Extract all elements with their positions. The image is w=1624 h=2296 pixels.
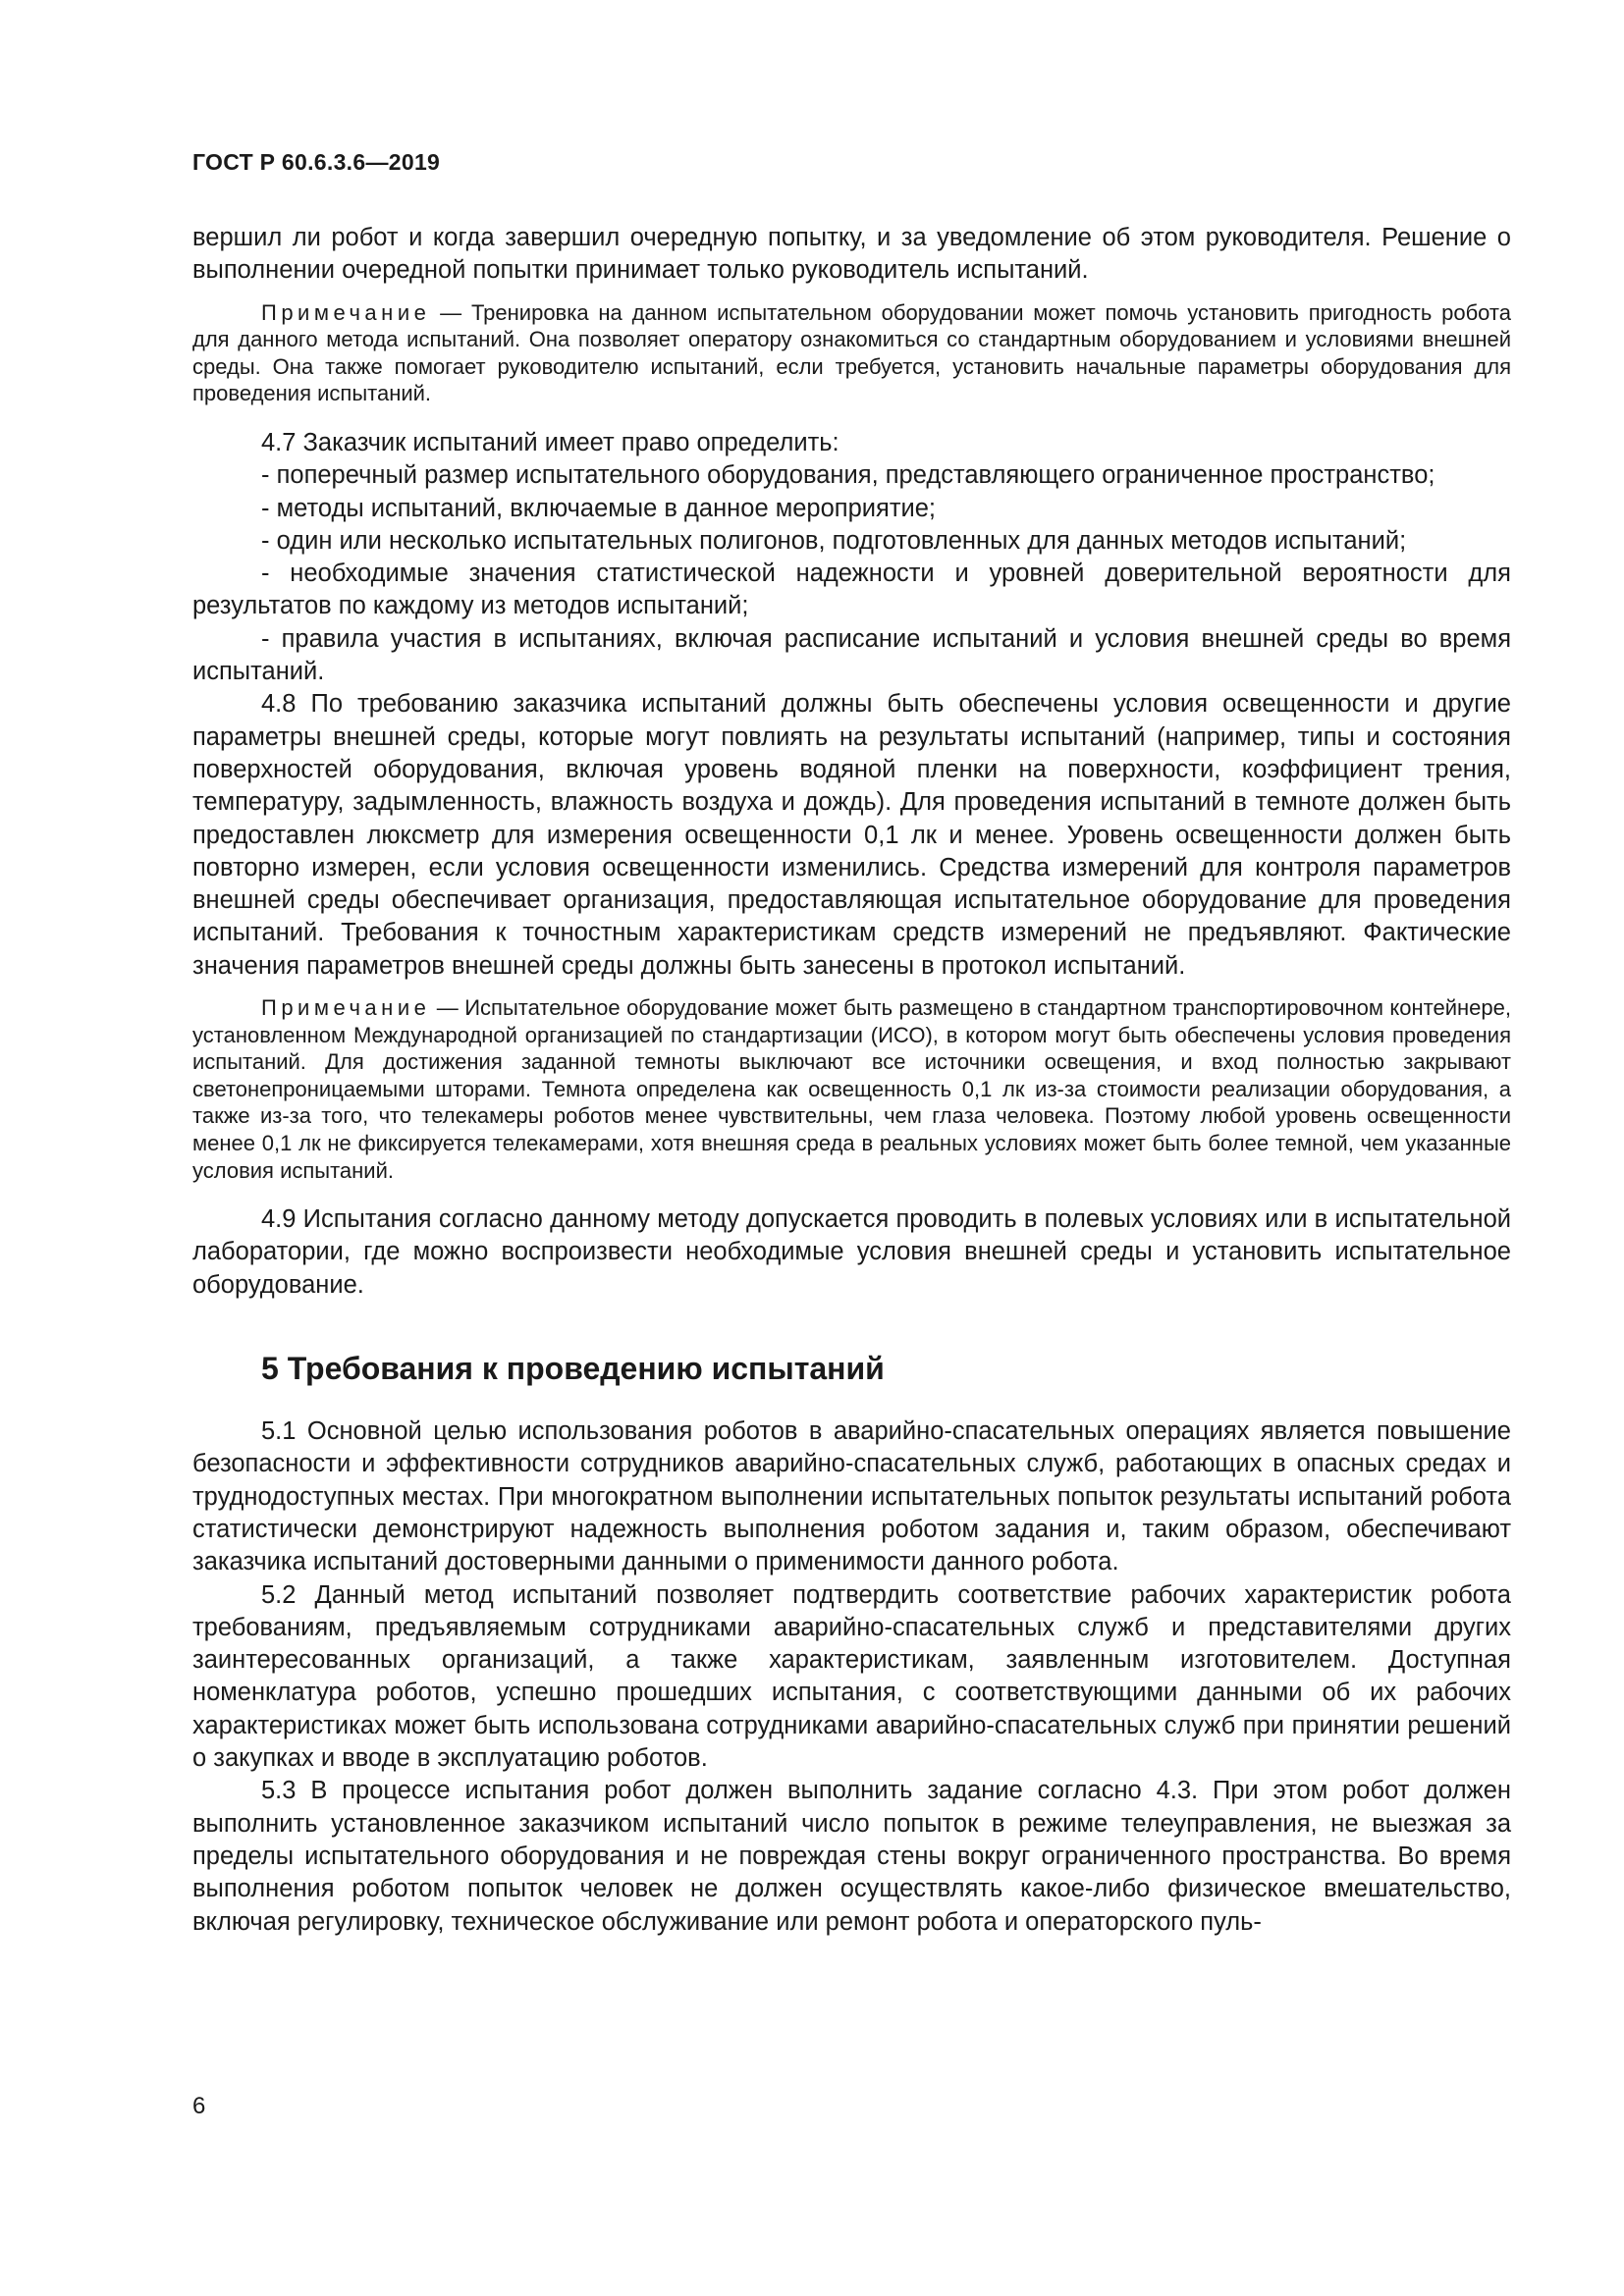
intro-paragraph: вершил ли робот и когда завершил очередную попытку, и за уведомление об этом руководителя. Решение о выполнении очередной попытки принимает только руководитель испытаний. — [192, 224, 1511, 285]
document-body — [192, 222, 1511, 1939]
document-code-header: ГОСТ Р 60.6.3.6—2019 — [192, 149, 441, 175]
clause-4-7-item: - правила участия в испытаниях, включая расписание испытаний и условия внешней среды во время испытаний. — [192, 624, 1511, 686]
clause-4-8: 4.8 По требованию заказчика испытаний должны быть обеспечены условия освещенности и другие параметры внешней среды, которые могут повлиять на результаты испытаний (например, типы и состояния поверхностей оборудования, включая уровень водяной пленки на поверхности, коэффициент трения, температуру, задымленность, влажность воздуха и дождь). Для проведения испытаний в темноте должен быть предоставлен люксметр для измерения освещенности 0,1 лк и менее. Уровень освещенности должен быть повторно измерен, если условия освещенности изменились. Средства измерений для контроля параметров внешней среды обеспечивает организация, предоставляющая испытательное оборудование для проведения испытаний. Требования к точностным характеристикам средств измерений не предъявляют. Фактические значения параметров внешней среды должны быть занесены в протокол испытаний. — [192, 690, 1511, 980]
page-number: 6 — [192, 2093, 206, 2119]
note-1 — [192, 299, 1511, 407]
clause-5-2: 5.2 Данный метод испытаний позволяет подтвердить соответствие рабочих характеристик робота требованиям, предъявляемым сотрудниками аварийно-спасательных служб и представителями других заинтересованных организаций, а также характеристикам, заявленным изготовителем. Доступная номенклатура роботов, успешно прошедших испытания, с соответствующими данными об их рабочих характеристиках может быть использована сотрудниками аварийно-спасательных служб при принятии решений о закупках и вводе в эксплуатацию роботов. — [192, 1580, 1511, 1773]
note-1-text: — Тренировка на данном испытательном оборудовании может помочь установить пригодность робота для данного метода испытаний. Она позволяет оператору ознакомиться со стандартным оборудованием и условиями внешней среды. Она также помогает руководителю испытаний, если требуется, установить начальные параметры оборудования для проведения испытаний. — [192, 299, 1511, 406]
clause-4-7-item: - поперечный размер испытательного оборудования, представляющего ограниченное пространство; — [261, 461, 1435, 490]
clause-4-7-item: - один или несколько испытательных полигонов, подготовленных для данных методов испытаний; — [261, 526, 1407, 555]
clause-4-9: 4.9 Испытания согласно данному методу допускается проводить в полевых условиях или в испытательной лаборатории, где можно воспроизвести необходимые условия внешней среды и установить испытательное оборудование. — [192, 1205, 1511, 1299]
note-2-text: — Испытательное оборудование может быть размещено в стандартном транспортировочном контейнере, установленном Международной организацией по стандартизации (ИСО), в котором могут быть обеспечены условия проведения испытаний. Для достижения заданной темноты выключают все источники освещения, и вход полностью закрывают светонепроницаемыми шторами. Темнота определена как освещенность 0,1 лк из-за стоимости реализации оборудования, а также из-за того, что телекамеры роботов менее чувствительны, чем глаза человека. Поэтому любой уровень освещенности менее 0,1 лк не фиксируется телекамерами, хотя внешняя среда в реальных условиях может быть более темной, чем указанные условия испытаний. — [192, 995, 1511, 1183]
section-5-heading: 5 Требования к проведению испытаний — [261, 1351, 885, 1387]
note-1-label: Примечание — [261, 299, 431, 325]
clause-4-7-item: - методы испытаний, включаемые в данное мероприятие; — [261, 494, 937, 522]
note-2-label: Примечание — [261, 995, 431, 1021]
clause-4-7-item: - необходимые значения статистической надежности и уровней доверительной вероятности для результатов по каждому из методов испытаний; — [192, 560, 1511, 620]
clause-5-3: 5.3 В процессе испытания робот должен выполнить задание согласно 4.3. При этом робот должен выполнить установленное заказчиком испытаний число попыток в режиме телеуправления, не выезжая за пределы испытательного оборудования и не повреждая стены вокруг ограниченного пространства. Во время выполнения роботом попыток человек не должен осуществлять какое-либо физическое вмешательство, включая регулировку, техническое обслуживание или ремонт робота и операторского пуль- — [192, 1777, 1511, 1936]
clause-4-7-intro: 4.7 Заказчик испытаний имеет право определить: — [261, 428, 839, 456]
clause-5-1: 5.1 Основной целью использования роботов в аварийно-спасательных операциях является повышение безопасности и эффективности сотрудников аварийно-спасательных служб, работающих в опасных средах и труднодоступных местах. При многократном выполнении испытательных попыток результаты испытаний робота статистически демонстрируют надежность выполнения роботом задания и, таким образом, обеспечивают заказчика испытаний достоверными данными о применимости данного робота. — [192, 1417, 1511, 1576]
note-2 — [192, 994, 1511, 1184]
